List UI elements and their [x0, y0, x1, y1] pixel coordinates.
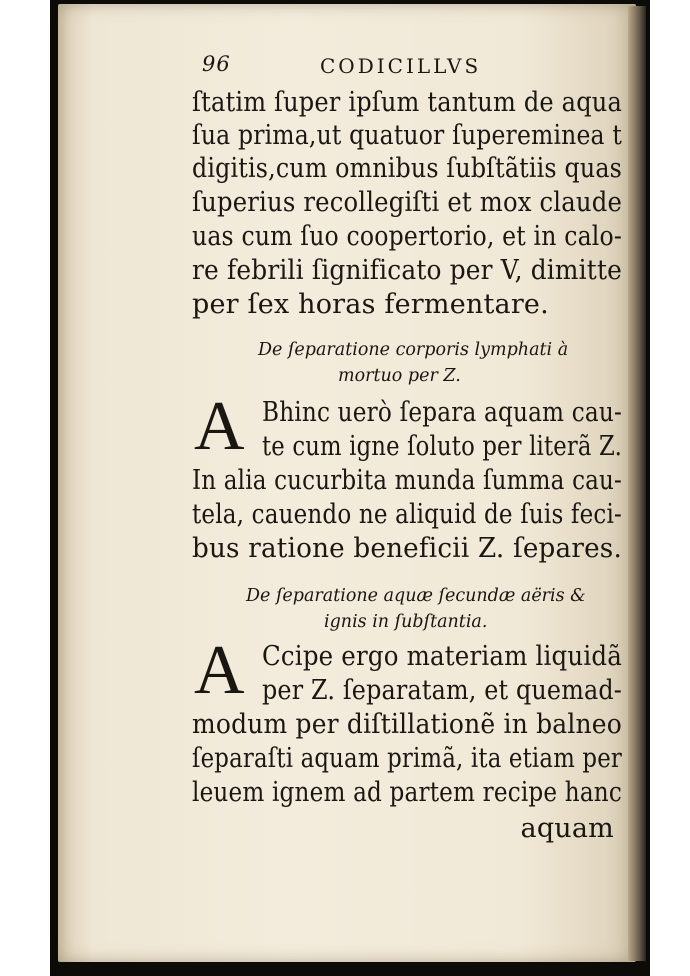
text-line: In alia cucurbita munda ſumma cau-: [192, 465, 622, 496]
catchword: aquam: [520, 813, 614, 844]
running-title: CODICILLVS: [320, 54, 482, 78]
section-heading: De ſeparatione corporis lymphati à: [258, 340, 569, 360]
text-line: ſua prima,ut quatuor ſupereminea t: [192, 120, 622, 151]
text-line: te cum igne ſoluto per literã Z.: [262, 431, 622, 462]
text-line: re febrili ſignificato per V, dimitte: [192, 255, 622, 286]
text-line: digitis,cum omnibus ſubſtãtiis quas: [192, 153, 622, 184]
page-header: [202, 52, 622, 78]
section-heading: De ſeparatione aquæ ſecundæ aëris &: [246, 586, 586, 606]
text-line: Bhinc uerò ſepara aquam cau-: [262, 397, 622, 428]
section-heading: mortuo per Z.: [338, 366, 461, 386]
section-heading: ignis in ſubſtantia.: [324, 612, 488, 632]
text-line: ſuperius recollegiſti et mox claude: [192, 187, 622, 218]
text-line: uas cum ſuo coopertorio, et in calo-: [192, 221, 622, 252]
drop-capital: A: [194, 388, 245, 465]
text-line: tela, cauendo ne aliquid de ſuis feci-: [192, 499, 622, 530]
text-line: modum per diſtillationẽ in balneo: [192, 709, 622, 740]
folio-number: 96: [202, 52, 231, 76]
drop-capital: A: [194, 632, 245, 709]
text-line: ſtatim ſuper ipſum tantum de aqua: [192, 87, 622, 118]
text-line: per Z. ſeparatam, et quemad-: [262, 675, 622, 706]
text-line: bus ratione beneficii Z. ſepares.: [192, 533, 622, 564]
text-line: leuem ignem ad partem recipe hanc: [192, 777, 622, 808]
text-line: Ccipe ergo materiam liquidã: [262, 641, 622, 672]
text-line: per ſex horas fermentare.: [192, 289, 549, 320]
text-line: ſeparaſti aquam primã, ita etiam per: [192, 743, 622, 774]
